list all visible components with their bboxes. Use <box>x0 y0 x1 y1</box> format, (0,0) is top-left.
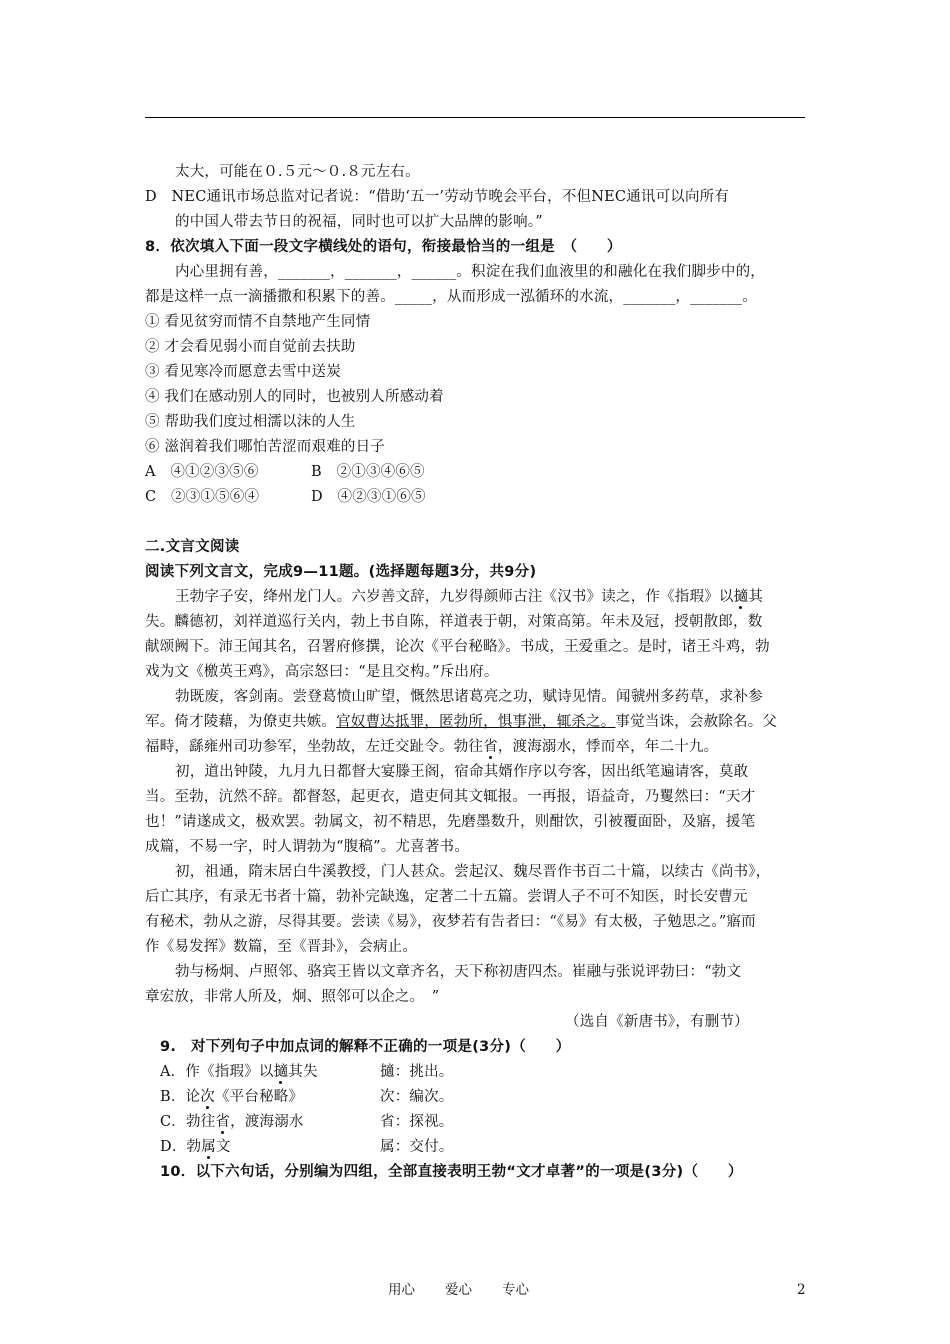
text-line: 都是这样一点一滴播撒和积累下的善。_____，从而形成一泓循环的水流，_______，_______。 <box>145 289 757 305</box>
text-line: B ②①③④⑥⑤ <box>311 464 425 480</box>
text-line: ② 才会看见弱小而自觉前去扶助 <box>145 339 356 355</box>
text-line: 10．以下六句话，分别编为四组，全部直接表明王勃“文才卓著”的一项是(3分)（ ） <box>160 1164 743 1180</box>
emphasis-dot-char: 省 <box>483 739 498 755</box>
text-line: ③ 看见寒冷而愿意去雪中送炭 <box>145 364 341 380</box>
text-line: 初，祖通，隋末居白牛溪教授，门人甚众。尝起汉、魏尽晋作书百二十篇，以续古《尚书》， <box>175 864 771 880</box>
text-line: 内心里拥有善，_______，_______，______。积淀在我们血液里的和融化在我们脚步中的， <box>175 264 765 280</box>
footer-motto-3: 专心 <box>502 1282 529 1298</box>
text-line: 有秘术，勃从之游，尽得其要。尝读《易》，夜梦若有告者曰：“《易》有太极，子勉思之。”寤而 <box>145 914 756 930</box>
emphasis-dot-char: 省 <box>215 1114 231 1130</box>
text-line: 献颂阙下。沛王闻其名，召署府修撰，论次《平台秘略》。书成，王爱重之。是时，诸王斗鸡，勃 <box>145 639 770 655</box>
text-line: D．勃属文 <box>160 1139 231 1155</box>
text-line: 的中国人带去节日的祝福，同时也可以扩大品牌的影响。” <box>175 214 543 230</box>
text-line: 福畤，繇雍州司功参军，坐勃故，左迁交趾令。勃往省，渡海溺水，悸而卒，年二十九。 <box>145 739 719 755</box>
text-line: 军。倚才陵藉，为僚吏共嫉。官奴曹达抵罪，匿勃所，惧事泄，辄杀之。事觉当诛，会赦除名。父 <box>145 714 778 730</box>
text-line: 属：交付。 <box>380 1139 454 1155</box>
footer-motto-2: 爱心 <box>445 1282 472 1298</box>
text-line: 当。至勃，沆然不辞。都督怒，起更衣，遣吏伺其文辄报。一再报，语益奇，乃矍然曰：“天才 <box>145 789 756 805</box>
text-line: 也！”请遂成文，极欢罢。勃属文，初不精思，先磨墨数升，则酣饮，引被覆面卧，及寤，援笔 <box>145 814 756 830</box>
text-line: 后亡其序，有录无书者十篇，勃补完缺逸，定著二十五篇。尝谓人子不可不知医，时长安曹元 <box>145 889 748 905</box>
emphasis-dot-char: 擿 <box>273 1064 289 1080</box>
text-line: 阅读下列文言文，完成9—11题。(选择题每题3分，共9分) <box>145 564 537 580</box>
footer-motto-1: 用心 <box>388 1282 415 1298</box>
text-line: 章宏放，非常人所及，炯、照邻可以企之。 ” <box>145 989 440 1005</box>
emphasis-dot-char: 属 <box>201 1139 216 1155</box>
text-line: D ④②③①⑥⑤ <box>311 489 426 505</box>
text-line: 太大，可能在０.５元～０.８元左右。 <box>175 164 420 180</box>
text-line: 省：探视。 <box>380 1114 454 1130</box>
emphasis-dot-char: 次 <box>200 1089 215 1105</box>
text-line: C ②③①⑤⑥④ <box>145 489 260 505</box>
emphasis-dot-char: 擿 <box>733 589 749 605</box>
text-line: 擿：挑出。 <box>380 1064 454 1080</box>
underlined-sentence: 官奴曹达抵罪，匿勃所，惧事泄，辄杀之。 <box>336 714 616 730</box>
text-line: 初，道出钟陵，九月九日都督大宴滕王阁，宿命其婿作序以夸客，因出纸笔遍请客，莫敢 <box>175 764 749 780</box>
text-line: D NEC通讯市场总监对记者说：“借助‘五一’劳动节晚会平台，不但NEC通讯可以向所有 <box>145 189 730 205</box>
text-line: 失。麟德初，刘祥道巡行关内，勃上书自陈，祥道表于朝，对策高第。年未及冠，授朝散郎，数 <box>145 614 763 630</box>
text-line: 王勃字子安，绛州龙门人。六岁善文辞，九岁得颜师古注《汉书》读之，作《指瑕》以擿其 <box>175 589 764 605</box>
header-rule <box>145 117 805 118</box>
text-line: ① 看见贫穷而情不自禁地产生同情 <box>145 314 371 330</box>
text-line: 9. 对下列句子中加点词的解释不正确的一项是(3分)（ ） <box>160 1039 571 1055</box>
text-line: 戏为文《檄英王鸡》，高宗怒曰：“是且交构。”斥出府。 <box>145 664 499 680</box>
text-line: 勃与杨炯、卢照邻、骆宾王皆以文章齐名，天下称初唐四杰。崔融与张说评勃曰：“勃文 <box>175 964 742 980</box>
text-line: （选自《新唐书》，有删节） <box>565 1014 749 1030</box>
text-line: A ④①②③⑤⑥ <box>145 464 259 480</box>
line-tail: 事觉当诛，会赦除名。父 <box>615 714 778 730</box>
text-line: 8．依次填入下面一段文字横线处的语句，衔接最恰当的一组是 （ ） <box>145 239 622 255</box>
text-line: 二.文言文阅读 <box>145 539 240 555</box>
text-line: 勃既废，客剑南。尝登葛愤山旷望，慨然思诸葛亮之功，赋诗见情。闻虢州多药草，求补参 <box>175 689 763 705</box>
text-line: 次：编次。 <box>380 1089 454 1105</box>
page-number: 2 <box>797 1282 806 1298</box>
text-line: C．勃往省，渡海溺水 <box>160 1114 304 1130</box>
text-line: 作《易发挥》数篇，至《晋卦》，会病止。 <box>145 939 418 955</box>
text-line: A．作《指瑕》以擿其失 <box>160 1064 318 1080</box>
text-line: 成篇，不易一字，时人谓勃为“腹稿”。尤喜著书。 <box>145 839 469 855</box>
text-line: ⑤ 帮助我们度过相濡以沫的人生 <box>145 414 356 430</box>
text-line: B．论次《平台秘略》 <box>160 1089 304 1105</box>
text-line: ⑥ 滋润着我们哪怕苦涩而艰难的日子 <box>145 439 386 455</box>
text-line: ④ 我们在感动别人的同时，也被别人所感动着 <box>145 389 444 405</box>
